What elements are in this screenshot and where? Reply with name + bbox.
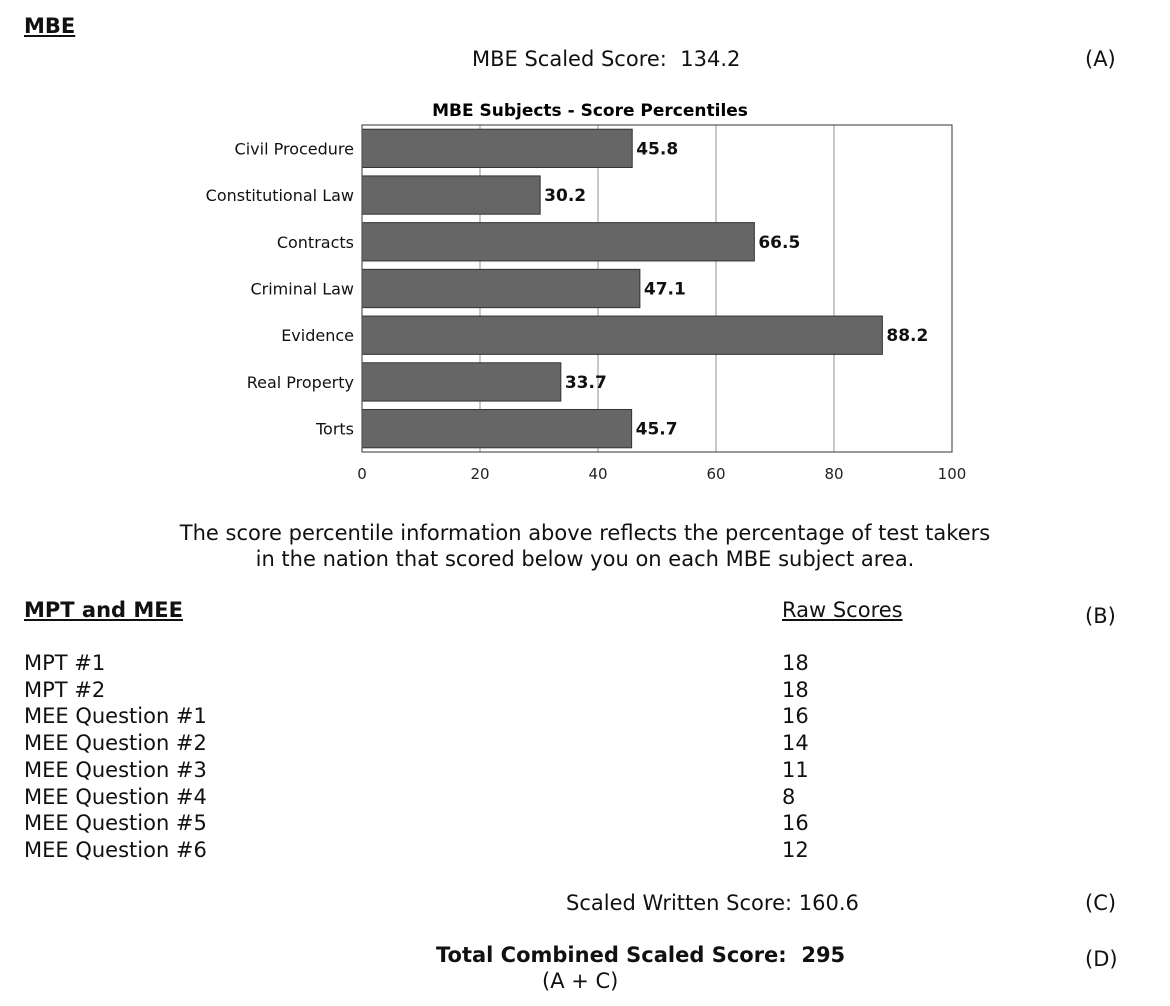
category-label: Real Property [246,372,354,392]
score-row-label: MEE Question #1 [24,704,207,729]
marker-d: (D) [1085,947,1118,971]
x-tick-label: 80 [824,465,844,483]
bar [362,176,540,214]
chart-bars [362,129,928,448]
category-label: Evidence [281,326,354,346]
chart-category-labels [206,139,354,438]
raw-scores-header: Raw Scores [782,598,903,622]
percentile-note [0,520,1170,572]
scaled-written-score [566,891,859,915]
mbe-scaled-score-value: 134.2 [680,47,741,71]
bar [362,409,632,447]
score-row-value: 8 [782,784,796,809]
marker-a: (A) [1085,47,1116,71]
bar [362,269,640,307]
bar-value-label: 30.2 [544,186,587,207]
score-row-value: 12 [782,837,809,862]
category-label: Constitutional Law [205,186,354,206]
total-combined-value: 295 [801,943,846,967]
mbe-heading: MBE [24,14,76,38]
mbe-scaled-score-label: MBE Scaled Score: [472,47,667,71]
category-label: Contracts [276,232,354,252]
score-row-value: 14 [782,731,809,756]
score-row-label: MPT #1 [24,651,106,675]
category-label: Criminal Law [250,279,354,299]
score-row-value: 18 [782,651,809,675]
marker-c: (C) [1085,891,1117,915]
score-row-value: 16 [782,811,809,836]
bar-value-label: 45.8 [636,139,679,160]
chart-x-ticks [357,465,966,483]
marker-b: (B) [1085,604,1116,628]
score-row-label: MPT #2 [24,677,106,702]
mpt-mee-heading: MPT and MEE [24,598,183,622]
total-formula: (A + C) [542,969,619,993]
x-tick-label: 0 [357,465,367,483]
bar-value-label: 47.1 [643,279,686,300]
score-row-label: MEE Question #2 [24,731,207,756]
x-tick-label: 20 [470,465,490,483]
chart-title: MBE Subjects - Score Percentiles [432,101,748,121]
bar [362,363,561,401]
category-label: Torts [315,419,354,439]
percentile-note-line-1: The score percentile information above reflects the percentage of test takers [179,521,991,545]
x-tick-label: 100 [937,465,967,483]
bar-value-label: 66.5 [758,232,801,253]
bar [362,316,882,354]
x-tick-label: 60 [706,465,726,483]
bar-value-label: 88.2 [886,326,929,347]
score-row-value: 18 [782,677,809,702]
mbe-percentile-chart [0,90,1170,490]
scaled-written-label: Scaled Written Score: [566,891,793,915]
x-tick-label: 40 [588,465,608,483]
scaled-written-value: 160.6 [798,891,859,915]
bar-value-label: 45.7 [635,419,678,440]
score-row-label: MEE Question #3 [24,757,207,782]
mbe-scaled-score [472,47,740,71]
score-row-value: 16 [782,704,809,729]
score-row-label: MEE Question #6 [24,837,207,862]
score-row-label: MEE Question #5 [24,811,207,836]
total-combined-label: Total Combined Scaled Score: [436,943,787,967]
bar [362,223,754,261]
category-label: Civil Procedure [234,139,354,159]
score-row-label: MEE Question #4 [24,784,207,809]
score-row-value: 11 [782,757,809,782]
bar [362,129,632,167]
percentile-note-line-2: in the nation that scored below you on each MBE subject area. [255,547,915,571]
bar-value-label: 33.7 [564,372,607,393]
total-combined-score [436,943,845,967]
